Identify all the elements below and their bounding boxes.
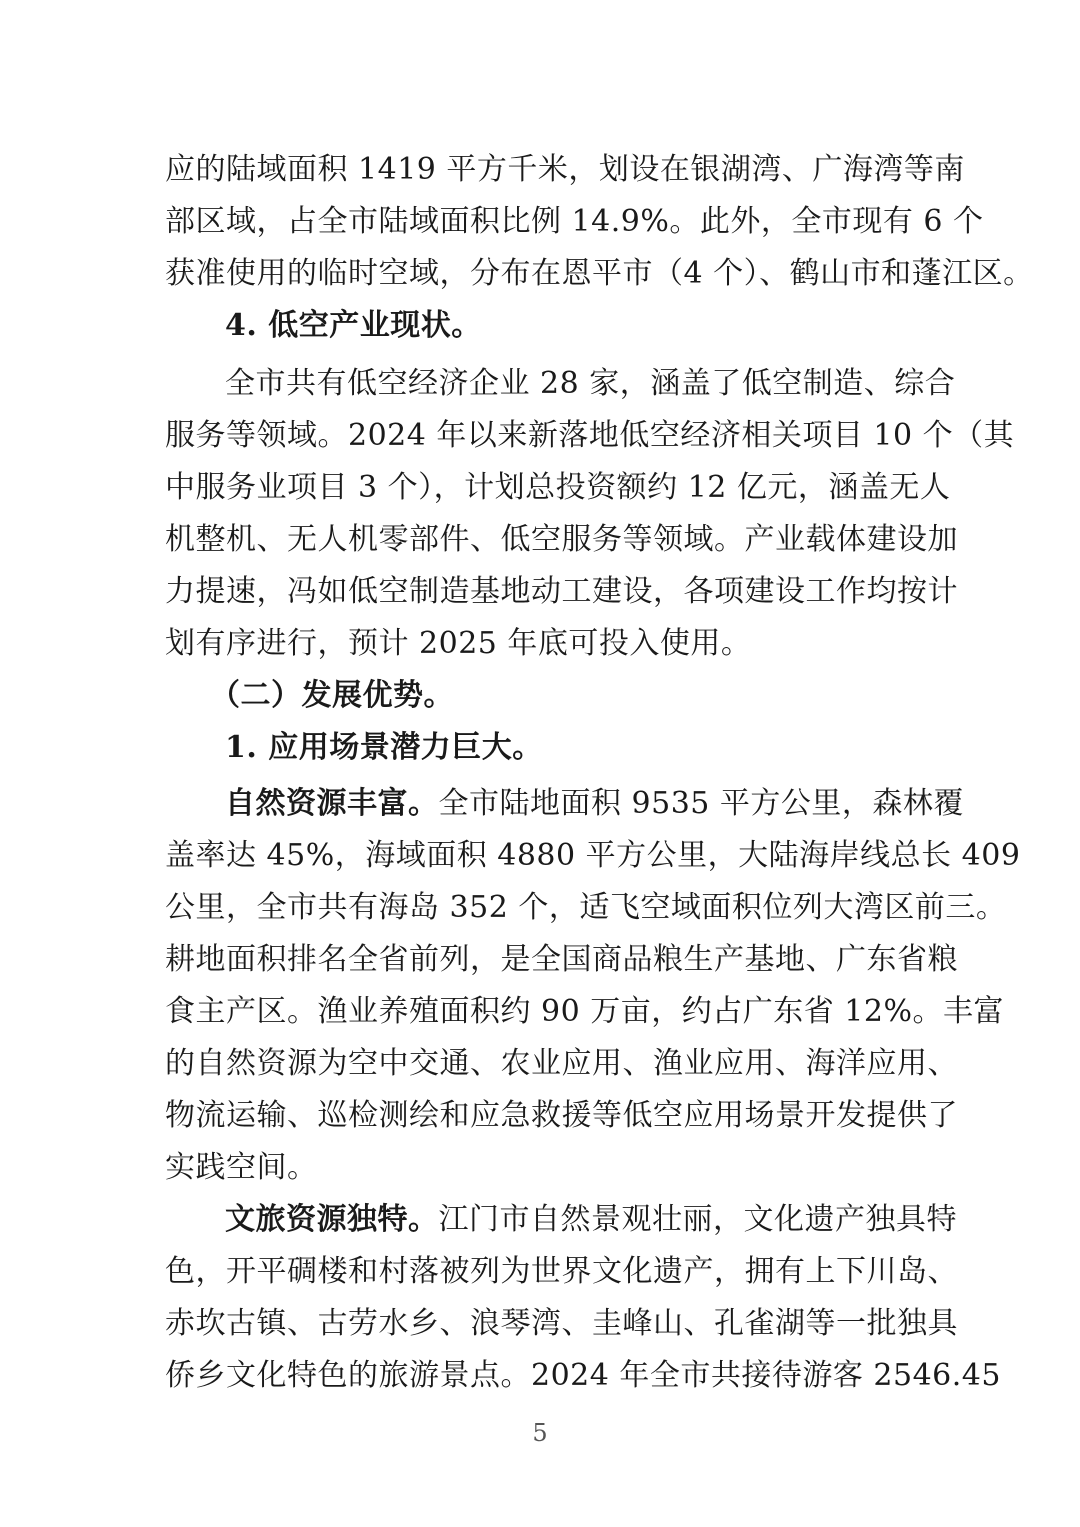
text-line: 实践空间。 [165,1150,318,1185]
text-line: 的自然资源为空中交通、农业应用、渔业应用、海洋应用、 [165,1046,958,1081]
paragraph-culture-first-line [225,1200,957,1240]
text-line: 色，开平碉楼和村落被列为世界文化遗产，拥有上下川岛、 [165,1254,958,1289]
text-line: 食主产区。渔业养殖面积约 90 万亩，约占广东省 12%。丰富 [165,994,1004,1029]
heading-application-scenarios: 1. 应用场景潜力巨大。 [225,730,543,765]
text-span: 江门市自然景观壮丽，文化遗产独具特 [438,1202,957,1237]
text-line: 公里，全市共有海岛 352 个，适飞空域面积位列大湾区前三。 [165,890,1007,925]
text-line: 机整机、无人机零部件、低空服务等领域。产业载体建设加 [165,522,958,557]
text-line: 应的陆域面积 1419 平方千米，划设在银湖湾、广海湾等南 [165,152,965,187]
text-line: 划有序进行，预计 2025 年底可投入使用。 [165,626,752,661]
text-line: 物流运输、巡检测绘和应急救援等低空应用场景开发提供了 [165,1098,958,1133]
text-line: 全市共有低空经济企业 28 家，涵盖了低空制造、综合 [225,366,956,401]
text-line: 赤坎古镇、古劳水乡、浪琴湾、圭峰山、孔雀湖等一批独具 [165,1306,958,1341]
text-line: 服务等领域。2024 年以来新落地低空经济相关项目 10 个（其 [165,418,1015,453]
text-line: 盖率达 45%，海域面积 4880 平方公里，大陆海岸线总长 409 [165,838,1021,873]
heading-industry-status: 4. 低空产业现状。 [225,308,482,343]
text-line: 部区域，占全市陆域面积比例 14.9%。此外，全市现有 6 个 [165,204,984,239]
text-line: 中服务业项目 3 个），计划总投资额约 12 亿元，涵盖无人 [165,470,951,505]
text-line: 力提速，冯如低空制造基地动工建设，各项建设工作均按计 [165,574,958,609]
lead-natural-resources: 自然资源丰富。 [225,786,439,821]
lead-cultural-tourism: 文旅资源独特。 [225,1202,439,1237]
text-line: 侨乡文化特色的旅游景点。2024 年全市共接待游客 2546.45 [165,1358,1001,1393]
paragraph-natural-first-line [225,784,964,824]
text-span: 全市陆地面积 9535 平方公里，森林覆 [438,786,964,821]
section-heading-advantages: （二）发展优势。 [210,678,454,713]
page-number: 5 [532,1419,548,1447]
text-line: 获准使用的临时空域，分布在恩平市（4 个）、鹤山市和蓬江区。 [165,256,1034,291]
text-line: 耕地面积排名全省前列，是全国商品粮生产基地、广东省粮 [165,942,958,977]
